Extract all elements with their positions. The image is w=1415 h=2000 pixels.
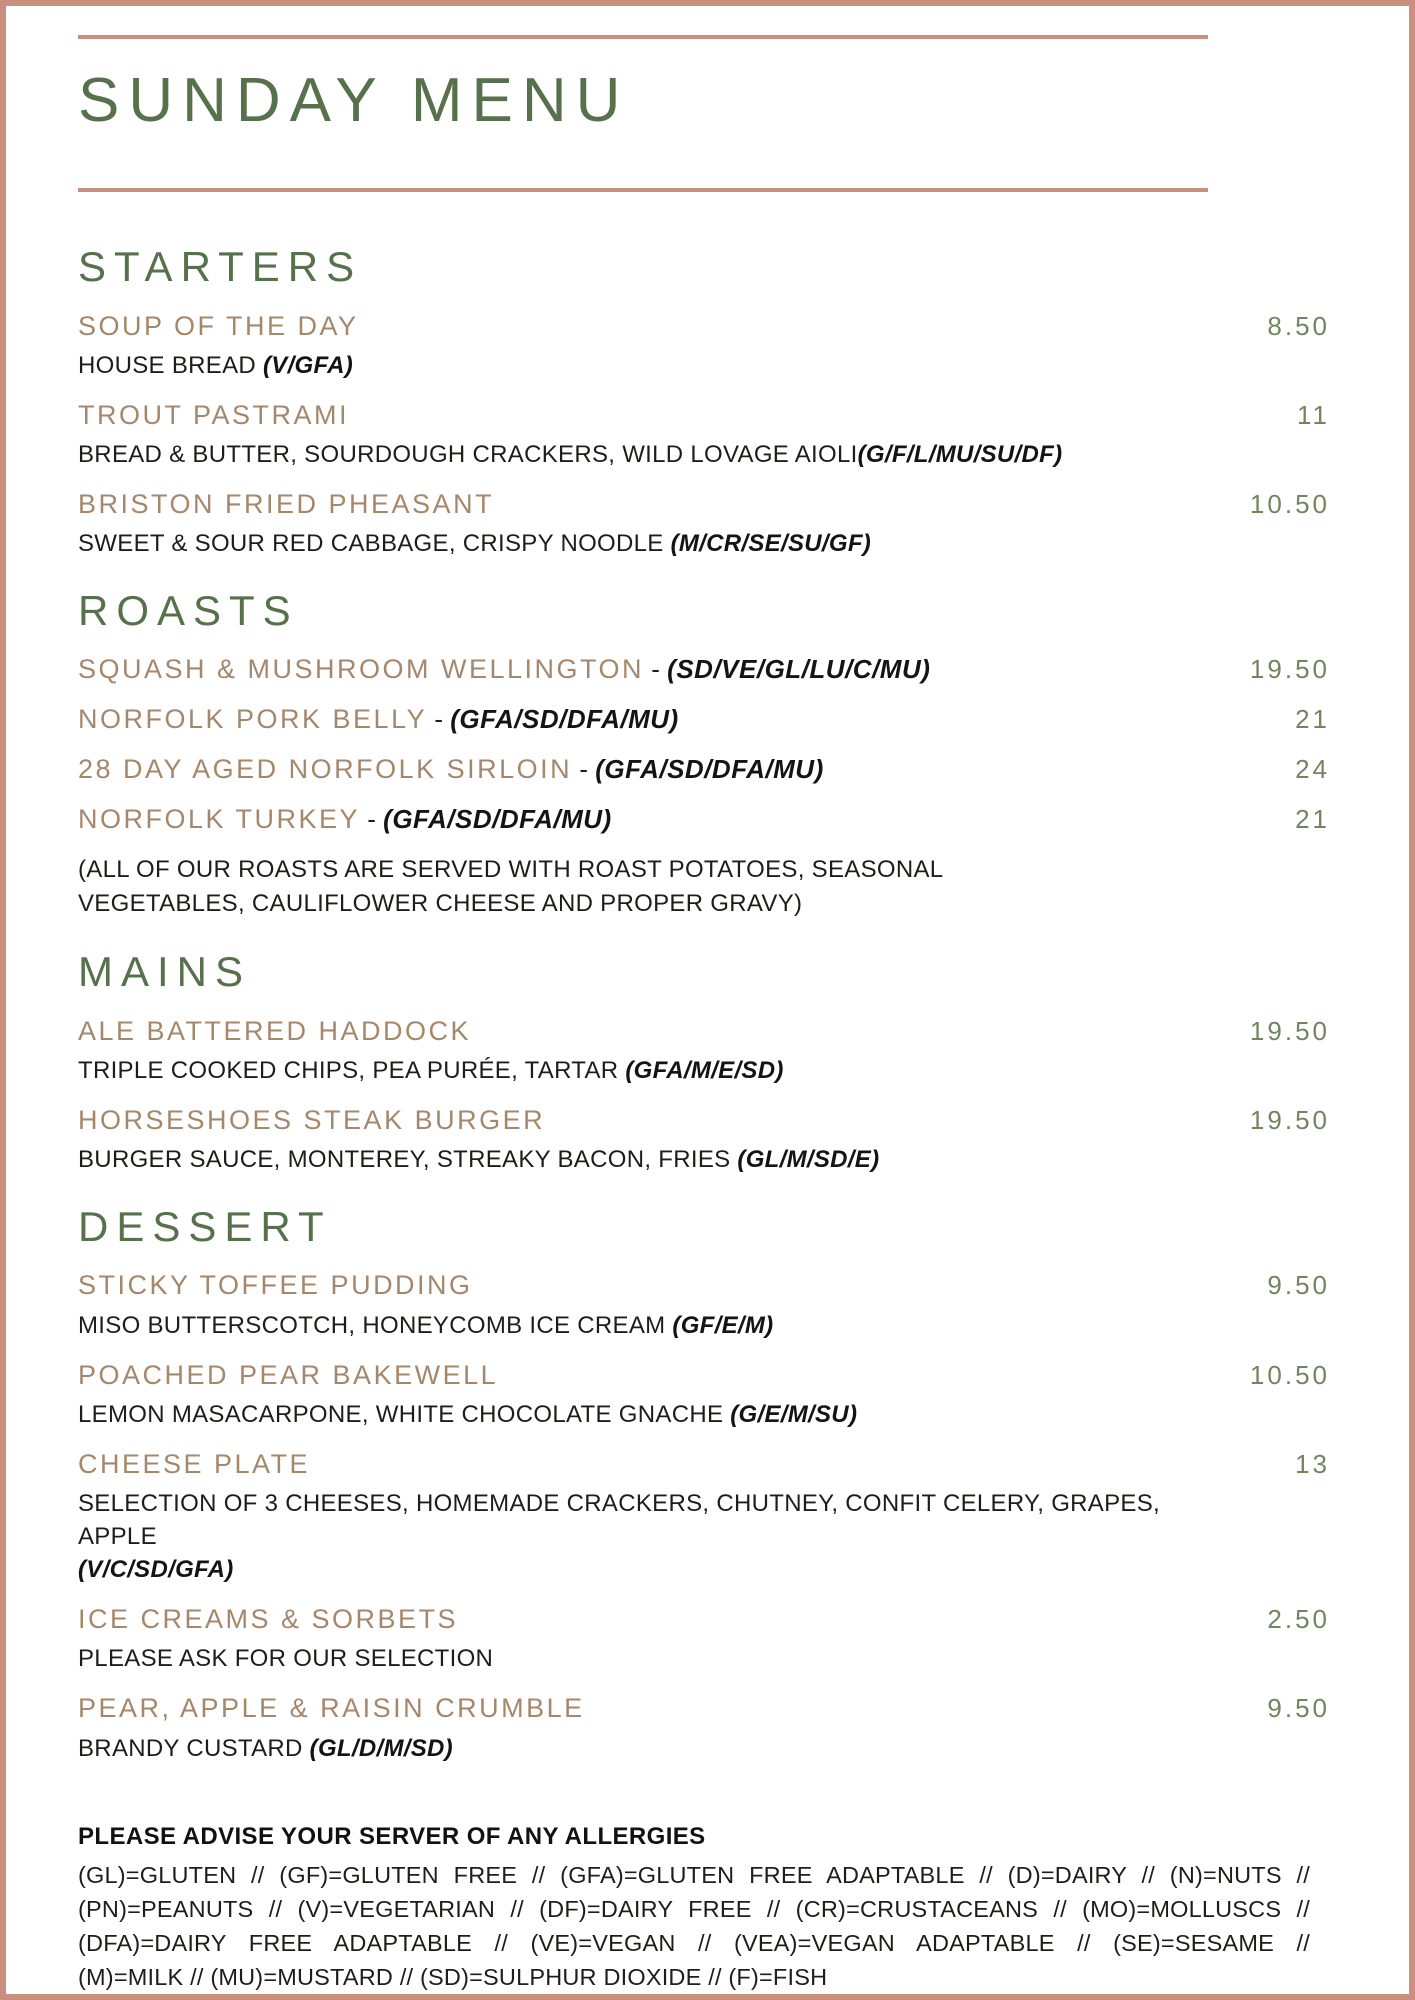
allergen-codes: (G/F/L/MU/SU/DF)	[857, 440, 1063, 468]
item-price: 9.50	[1267, 1270, 1330, 1301]
allergen-key-line: (DFA)=DAIRY FREE ADAPTABLE // (VE)=VEGAN // (VEA)=VEGAN ADAPTABLE // (SE)=SESAME //	[78, 1929, 1310, 1956]
section-dessert	[78, 1202, 1330, 1765]
item-description: BREAD & BUTTER, SOURDOUGH CRACKERS, WILD LOVAGE AIOLI(G/F/L/MU/SU/DF)	[78, 440, 1063, 468]
allergen-key-line: (PN)=PEANUTS // (V)=VEGETARIAN // (DF)=DAIRY FREE // (CR)=CRUSTACEANS // (MO)=MOLLUSCS //	[78, 1895, 1310, 1922]
item-price: 19.50	[1249, 1015, 1330, 1046]
item-description: BURGER SAUCE, MONTEREY, STREAKY BACON, FRIES (GL/M/SD/E)	[78, 1145, 880, 1173]
item-name: NORFOLK TURKEY	[78, 803, 361, 834]
name-allergen-separator: -	[360, 803, 384, 834]
menu-item	[78, 1358, 1330, 1431]
allergen-codes: (G/E/M/SU)	[730, 1400, 858, 1428]
item-name: HORSESHOES STEAK BURGER	[78, 1104, 546, 1135]
menu-item	[78, 398, 1330, 471]
item-price: 13	[1295, 1448, 1330, 1479]
allergen-key	[78, 1823, 1310, 1994]
name-allergen-separator: -	[644, 653, 668, 684]
section-starters	[78, 242, 1330, 560]
item-name: PEAR, APPLE & RAISIN CRUMBLE	[78, 1693, 585, 1724]
allergen-codes: (M/CR/SE/SU/GF)	[670, 530, 872, 558]
section-mains	[78, 947, 1330, 1176]
item-name: BRISTON FRIED PHEASANT	[78, 489, 495, 520]
menu-item	[78, 487, 1330, 560]
item-description: BRANDY CUSTARD (GL/D/M/SD)	[78, 1734, 453, 1762]
menu-item	[78, 802, 1330, 837]
item-name: SQUASH & MUSHROOM WELLINGTON	[78, 653, 645, 684]
menu-item	[78, 1602, 1330, 1675]
title-rule	[78, 188, 1208, 192]
menu-item	[78, 309, 1330, 382]
top-rule	[78, 35, 1208, 39]
section-title: ROASTS	[78, 587, 299, 635]
allergen-codes: (V/C/SD/GFA)	[78, 1556, 234, 1584]
allergen-key-line: (M)=MILK // (MU)=MUSTARD // (SD)=SULPHUR DIOXIDE // (F)=FISH	[78, 1963, 828, 1990]
item-price: 21	[1295, 703, 1330, 734]
name-allergen-separator: -	[427, 703, 451, 734]
allergen-codes: (GFA/M/E/SD)	[625, 1056, 784, 1084]
item-description: TRIPLE COOKED CHIPS, PEA PURÉE, TARTAR (GFA/M/E/SD)	[78, 1056, 784, 1084]
item-description: SELECTION OF 3 CHEESES, HOMEMADE CRACKERS, CHUTNEY, CONFIT CELERY, GRAPES, APPLE (V/C/SD/GFA)	[78, 1487, 1238, 1586]
item-name: TROUT PASTRAMI	[78, 399, 350, 430]
item-description: PLEASE ASK FOR OUR SELECTION	[78, 1645, 494, 1673]
section-title: DESSERT	[78, 1203, 332, 1251]
item-name: NORFOLK PORK BELLY	[78, 703, 428, 734]
item-price: 24	[1295, 753, 1330, 784]
item-description: MISO BUTTERSCOTCH, HONEYCOMB ICE CREAM (GF/E/M)	[78, 1311, 774, 1339]
item-price: 10.50	[1249, 489, 1330, 520]
section-roasts	[78, 586, 1330, 921]
menu-item	[78, 1014, 1330, 1087]
menu-item	[78, 1268, 1330, 1341]
item-price: 9.50	[1267, 1693, 1330, 1724]
menu-item	[78, 1447, 1330, 1586]
item-price: 10.50	[1249, 1359, 1330, 1390]
menu-item	[78, 702, 1330, 737]
allergen-codes: (GFA/SD/DFA/MU)	[383, 803, 612, 834]
allergen-codes: (V/GFA)	[262, 351, 354, 379]
allergen-codes: (GL/M/SD/E)	[737, 1145, 880, 1173]
item-price: 2.50	[1267, 1604, 1330, 1635]
item-name: STICKY TOFFEE PUDDING	[78, 1270, 473, 1301]
page-title: SUNDAY MENU	[78, 66, 630, 135]
allergen-codes: (GFA/SD/DFA/MU)	[450, 703, 679, 734]
allergen-codes: (SD/VE/GL/LU/C/MU)	[667, 653, 931, 684]
allergen-key-line: (GL)=GLUTEN // (GF)=GLUTEN FREE // (GFA)=GLUTEN FREE ADAPTABLE // (D)=DAIRY // (N)=NUTS //	[78, 1861, 1310, 1888]
item-price: 11	[1297, 399, 1330, 430]
section-title: MAINS	[78, 948, 252, 996]
name-allergen-separator: -	[572, 753, 596, 784]
roasts-note: (ALL OF OUR ROASTS ARE SERVED WITH ROAST POTATOES, SEASONAL VEGETABLES, CAULIFLOWER CHEESE AND PROPER GRAVY)	[78, 856, 943, 918]
menu-item	[78, 652, 1330, 687]
item-price: 21	[1295, 803, 1330, 834]
allergen-codes: (GL/D/M/SD)	[309, 1734, 453, 1762]
item-price: 19.50	[1249, 653, 1330, 684]
menu-item	[78, 1691, 1330, 1764]
item-name: POACHED PEAR BAKEWELL	[78, 1359, 499, 1390]
allergen-key-heading: PLEASE ADVISE YOUR SERVER OF ANY ALLERGIES	[78, 1822, 706, 1850]
item-price: 8.50	[1267, 310, 1330, 341]
menu-item	[78, 1103, 1330, 1176]
item-price: 19.50	[1249, 1104, 1330, 1135]
menu-item	[78, 752, 1330, 787]
item-description: SWEET & SOUR RED CABBAGE, CRISPY NOODLE (M/CR/SE/SU/GF)	[78, 530, 872, 558]
item-description: LEMON MASACARPONE, WHITE CHOCOLATE GNACHE (G/E/M/SU)	[78, 1400, 858, 1428]
item-name: ICE CREAMS & SORBETS	[78, 1604, 459, 1635]
allergen-codes: (GFA/SD/DFA/MU)	[595, 753, 824, 784]
allergen-key-lines	[78, 1858, 1310, 1994]
allergen-codes: (GF/E/M)	[672, 1311, 774, 1339]
item-name: SOUP OF THE DAY	[78, 310, 359, 341]
item-name: ALE BATTERED HADDOCK	[78, 1015, 472, 1046]
item-name: CHEESE PLATE	[78, 1448, 311, 1479]
item-name: 28 DAY AGED NORFOLK SIRLOIN	[78, 753, 573, 784]
menu-content	[6, 35, 1409, 1994]
section-title: STARTERS	[78, 243, 363, 291]
item-description: HOUSE BREAD (V/GFA)	[78, 351, 354, 379]
